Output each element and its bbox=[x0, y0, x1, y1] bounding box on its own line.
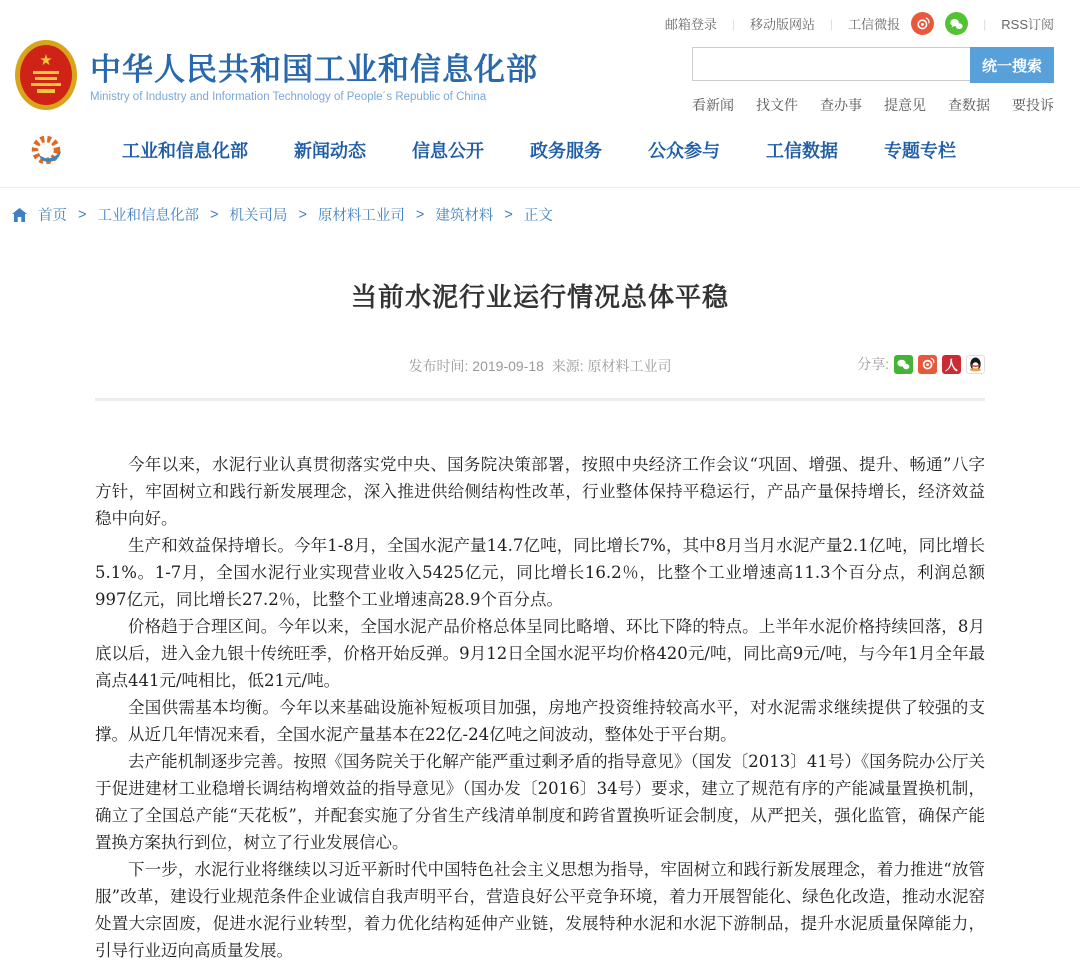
paragraph: 价格趋于合理区间。今年以来，全国水泥产品价格总体呈同比略增、环比下降的特点。上半年水泥价格持续回落，8月底以后，进入金九银十传统旺季，价格开始反弹。9月12日全国水泥平均价格420元/吨，同比高9元/吨，与今年1月全年最高点441元/吨相比，低21元/吨。 bbox=[95, 617, 985, 690]
national-emblem-icon bbox=[14, 39, 78, 111]
quick-link-services[interactable]: 查办事 bbox=[820, 97, 862, 113]
site-logo-link[interactable] bbox=[14, 39, 538, 111]
divider: | bbox=[731, 16, 735, 31]
header-search-area bbox=[692, 39, 1054, 115]
share-renren-icon[interactable]: 人 bbox=[942, 355, 961, 374]
divider: | bbox=[983, 16, 987, 31]
paragraph: 去产能机制逐步完善。按照《国务院关于化解产能严重过剩矛盾的指导意见》（国发〔2013〕41号）《国务院办公厅关于促进建材工业稳增长调结构增效益的指导意见》（国办发〔2016〕34号）要求，建立了规范有序的产能减量置换机制，确立了全国总产能“天花板”，并配套实施了分省生产线清单制度和跨省置换听证会制度，从严把关，强化监管，确保产能置换方案执行到位，树立了行业发展信心。 bbox=[95, 752, 985, 852]
wechat-icon[interactable] bbox=[945, 12, 968, 35]
masthead bbox=[0, 37, 1080, 115]
wechat-bubbles-glyph bbox=[949, 17, 964, 31]
paragraph: 全国供需基本均衡。今年以来基础设施补短板项目加强，房地产投资维持较高水平，对水泥需求继续提供了较强的支撑。从近几年情况来看，全国水泥产量基本在22亿-24亿吨之间波动，整体处于平台期。 bbox=[95, 698, 985, 744]
share-qq-icon[interactable] bbox=[966, 355, 985, 374]
article-body bbox=[95, 451, 985, 964]
breadcrumb-departments[interactable]: 机关司局 bbox=[229, 208, 288, 224]
quick-links bbox=[692, 95, 1054, 115]
breadcrumb-current-page: 正文 bbox=[523, 208, 553, 224]
breadcrumb-separator: > bbox=[209, 206, 219, 223]
breadcrumb bbox=[0, 188, 1080, 237]
share-wechat-icon[interactable] bbox=[894, 355, 913, 374]
rss-link[interactable]: RSS订阅 bbox=[1001, 17, 1054, 32]
svg-text:★: ★ bbox=[39, 52, 53, 69]
wechat-bubbles-glyph bbox=[896, 358, 911, 371]
nav-item-news[interactable]: 新闻动态 bbox=[294, 141, 366, 161]
divider: | bbox=[830, 16, 834, 31]
unified-search-button[interactable]: 统一搜索 bbox=[970, 47, 1054, 83]
article bbox=[95, 277, 985, 964]
breadcrumb-miit[interactable]: 工业和信息化部 bbox=[97, 208, 199, 224]
breadcrumb-separator: > bbox=[504, 206, 513, 223]
nav-item-info-disclosure[interactable]: 信息公开 bbox=[412, 141, 484, 161]
weibo-eye-glyph bbox=[921, 357, 935, 371]
wechat-weibo-link[interactable]: 工信微报 bbox=[848, 17, 901, 32]
paragraph: 今年以来，水泥行业认真贯彻落实党中央、国务院决策部署，按照中央经济工作会议“巩固、增强、提升、畅通”八字方针，牢固树立和践行新发展理念，深入推进供给侧结构性改革，行业整体保持平稳运行，产品产量保持增长，经济效益稳中向好。 bbox=[95, 455, 985, 528]
breadcrumb-separator: > bbox=[415, 206, 425, 223]
home-icon[interactable] bbox=[12, 208, 27, 222]
nav-item-special-topics[interactable]: 专题专栏 bbox=[884, 141, 956, 161]
miit-gear-logo-icon bbox=[30, 131, 68, 169]
share-bar bbox=[857, 354, 985, 374]
search-input[interactable] bbox=[692, 47, 970, 81]
breadcrumb-separator: > bbox=[298, 206, 307, 223]
meta-divider bbox=[95, 398, 985, 401]
site-subtitle-en: Ministry of Industry and Information Technology of People´s Republic of China bbox=[90, 90, 487, 103]
nav-item-gov-services[interactable]: 政务服务 bbox=[530, 141, 602, 161]
weibo-eye-glyph bbox=[916, 17, 930, 31]
search-bar bbox=[692, 47, 1054, 83]
quick-link-documents[interactable]: 找文件 bbox=[756, 97, 798, 113]
article-meta bbox=[95, 356, 985, 376]
source-label: 来源: bbox=[551, 358, 584, 374]
mobile-site-link[interactable]: 移动版网站 bbox=[749, 17, 815, 32]
mail-login-link[interactable]: 邮箱登录 bbox=[664, 17, 717, 32]
quick-link-complaints[interactable]: 要投诉 bbox=[1012, 97, 1054, 113]
quick-link-suggestions[interactable]: 提意见 bbox=[884, 97, 926, 113]
main-nav bbox=[0, 115, 1080, 188]
share-label: 分享: bbox=[857, 356, 889, 372]
top-utility-bar bbox=[0, 0, 1080, 37]
breadcrumb-separator: > bbox=[78, 206, 87, 223]
breadcrumb-raw-materials-dept[interactable]: 原材料工业司 bbox=[317, 208, 405, 224]
nav-item-miit[interactable]: 工业和信息化部 bbox=[122, 141, 248, 161]
weibo-icon[interactable] bbox=[911, 12, 934, 35]
article-title: 当前水泥行业运行情况总体平稳 bbox=[350, 282, 729, 312]
paragraph: 生产和效益保持增长。今年1-8月，全国水泥产量14.7亿吨，同比增长7%，其中8月当月水泥产量2.1亿吨，同比增长5.1%。1-7月，全国水泥行业实现营业收入5425亿元，同比增长16.2％，比整个工业增速高11.3个百分点，利润总额997亿元，同比增长27.2％，比整个工业增速高28.9个百分点。 bbox=[95, 536, 985, 609]
qq-penguin-glyph bbox=[968, 356, 983, 372]
site-identity bbox=[90, 53, 538, 102]
nav-item-public-participation[interactable]: 公众参与 bbox=[648, 141, 720, 161]
breadcrumb-building-materials[interactable]: 建筑材料 bbox=[435, 208, 494, 224]
site-title: 中华人民共和国工业和信息化部 bbox=[90, 52, 538, 88]
paragraph: 下一步，水泥行业将继续以习近平新时代中国特色社会主义思想为指导，牢固树立和践行新发展理念，着力推进“放管服”改革，建设行业规范条件企业诚信自我声明平台，营造良好公平竞争环境，着力开展智能化、绿色化改造，推动水泥窑处置大宗固废，促进水泥行业转型，着力优化结构延伸产业链，发展特种水泥和水泥下游制品，提升水泥质量保障能力，引导行业迈向高质量发展。 bbox=[95, 860, 985, 960]
nav-item-miit-data[interactable]: 工信数据 bbox=[766, 141, 838, 161]
source-value: 原材料工业司 bbox=[587, 358, 672, 374]
quick-link-data[interactable]: 查数据 bbox=[948, 97, 990, 113]
quick-link-news[interactable]: 看新闻 bbox=[692, 97, 734, 113]
publish-date: 2019-09-18 bbox=[472, 358, 544, 374]
breadcrumb-home[interactable]: 首页 bbox=[38, 208, 67, 224]
publish-time-label: 发布时间: bbox=[408, 358, 469, 374]
share-weibo-icon[interactable] bbox=[918, 355, 937, 374]
